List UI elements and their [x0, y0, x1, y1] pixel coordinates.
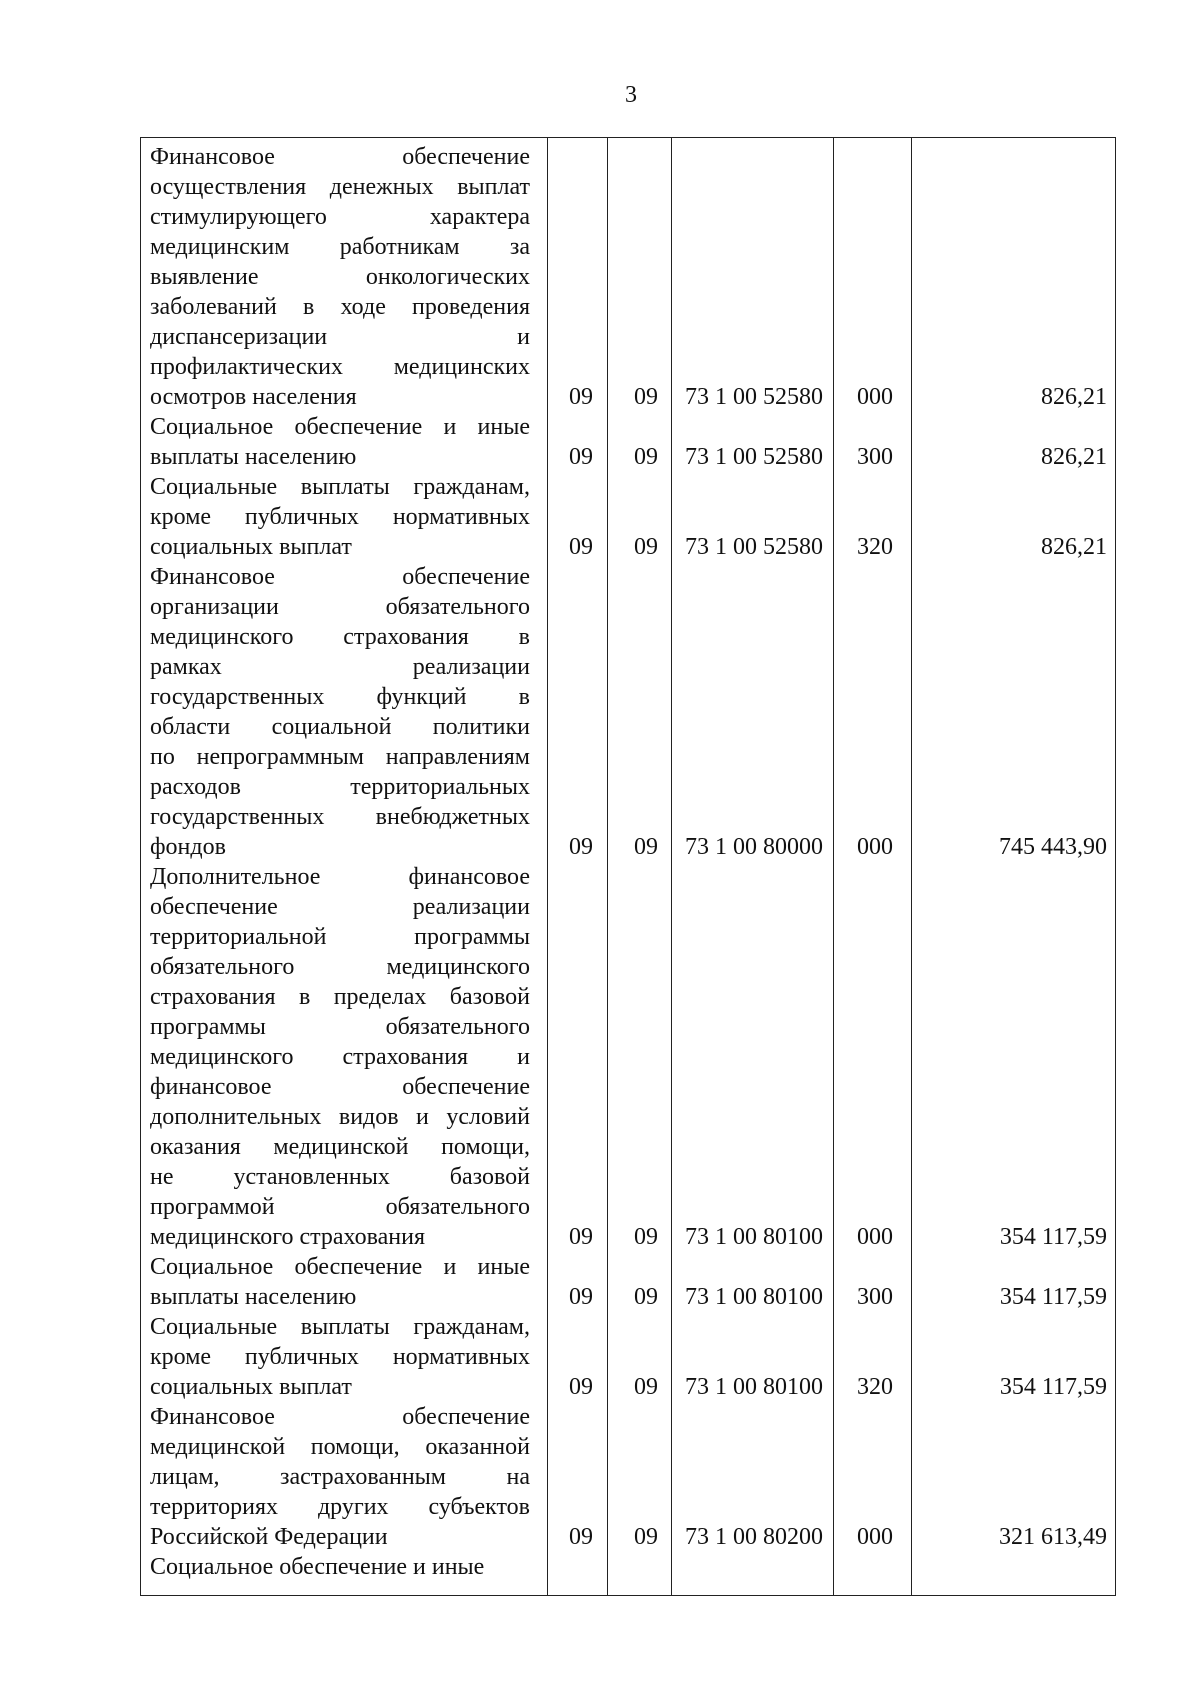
row-description-line: обязательного медицинского	[150, 954, 530, 980]
row-subsection-code: 09	[634, 1224, 658, 1250]
row-description-line: стимулирующего характера	[150, 204, 530, 230]
row-description-line: кроме публичных нормативных	[150, 1344, 530, 1370]
row-subsection-code: 09	[634, 384, 658, 410]
row-target-article: 73 1 00 80100	[685, 1374, 823, 1400]
row-description-line: лицам, застрахованным на	[150, 1464, 530, 1490]
row-description-line: дополнительных видов и условий	[150, 1104, 530, 1130]
row-expense-kind: 320	[857, 534, 893, 560]
row-target-article: 73 1 00 80100	[685, 1224, 823, 1250]
row-description-line: выявление онкологических	[150, 264, 530, 290]
row-section-code: 09	[569, 1524, 593, 1550]
row-expense-kind: 300	[857, 1284, 893, 1310]
row-section-code: 09	[569, 534, 593, 560]
row-description-line: территориях других субъектов	[150, 1494, 530, 1520]
row-subsection-code: 09	[634, 834, 658, 860]
row-description-line: медицинским работникам за	[150, 234, 530, 260]
column-divider-subsection	[671, 138, 672, 1595]
row-amount: 321 613,49	[999, 1524, 1107, 1550]
row-description-line: государственных функций в	[150, 684, 530, 710]
page-number: 3	[625, 82, 637, 108]
column-divider-target	[833, 138, 834, 1595]
row-description-line: заболеваний в ходе проведения	[150, 294, 530, 320]
row-description-line: организации обязательного	[150, 594, 530, 620]
row-description-line: медицинского страхования в	[150, 624, 530, 650]
row-description-line: осмотров населения	[150, 384, 357, 410]
column-divider-kind	[911, 138, 912, 1595]
row-description-line: Российской Федерации	[150, 1524, 388, 1550]
row-description-line: медицинской помощи, оказанной	[150, 1434, 530, 1460]
row-description-line: кроме публичных нормативных	[150, 504, 530, 530]
row-description-line: социальных выплат	[150, 534, 352, 560]
row-description-line: выплаты населению	[150, 1284, 357, 1310]
row-description-line: медицинского страхования	[150, 1224, 426, 1250]
row-description-line: рамках реализации	[150, 654, 530, 680]
row-description-line: социальных выплат	[150, 1374, 352, 1400]
row-target-article: 73 1 00 80100	[685, 1284, 823, 1310]
row-description-line: Финансовое обеспечение	[150, 564, 530, 590]
row-description-line: государственных внебюджетных	[150, 804, 530, 830]
column-divider-description	[547, 138, 548, 1595]
row-subsection-code: 09	[634, 1524, 658, 1550]
row-description-line: расходов территориальных	[150, 774, 530, 800]
row-section-code: 09	[569, 384, 593, 410]
row-description-line: Социальное обеспечение и иные	[150, 1554, 485, 1580]
row-description-line: фондов	[150, 834, 226, 860]
row-description-line: по непрограммным направлениям	[150, 744, 530, 770]
row-target-article: 73 1 00 52580	[685, 444, 823, 470]
row-expense-kind: 000	[857, 1224, 893, 1250]
row-target-article: 73 1 00 52580	[685, 384, 823, 410]
row-description-line: обеспечение реализации	[150, 894, 530, 920]
row-amount: 826,21	[1041, 384, 1107, 410]
row-description-line: не установленных базовой	[150, 1164, 530, 1190]
row-description-line: программой обязательного	[150, 1194, 530, 1220]
row-amount: 354 117,59	[999, 1224, 1107, 1250]
row-expense-kind: 320	[857, 1374, 893, 1400]
column-divider-section	[607, 138, 608, 1595]
row-section-code: 09	[569, 1224, 593, 1250]
row-description-line: Финансовое обеспечение	[150, 1404, 530, 1430]
row-description-line: области социальной политики	[150, 714, 530, 740]
row-description-line: диспансеризации и	[150, 324, 530, 350]
row-target-article: 73 1 00 80000	[685, 834, 823, 860]
row-section-code: 09	[569, 834, 593, 860]
row-section-code: 09	[569, 1284, 593, 1310]
row-expense-kind: 300	[857, 444, 893, 470]
row-amount: 826,21	[1041, 534, 1107, 560]
row-target-article: 73 1 00 52580	[685, 534, 823, 560]
row-expense-kind: 000	[857, 1524, 893, 1550]
row-description-line: территориальной программы	[150, 924, 530, 950]
row-subsection-code: 09	[634, 1374, 658, 1400]
row-description-line: медицинского страхования и	[150, 1044, 530, 1070]
row-amount: 354 117,59	[999, 1374, 1107, 1400]
row-description-line: Социальное обеспечение и иные	[150, 414, 530, 440]
row-subsection-code: 09	[634, 534, 658, 560]
row-description-line: Социальные выплаты гражданам,	[150, 1314, 530, 1340]
row-description-line: Финансовое обеспечение	[150, 144, 530, 170]
budget-table	[140, 137, 1116, 1596]
row-amount: 745 443,90	[999, 834, 1107, 860]
row-amount: 354 117,59	[999, 1284, 1107, 1310]
row-section-code: 09	[569, 444, 593, 470]
row-expense-kind: 000	[857, 384, 893, 410]
row-description-line: программы обязательного	[150, 1014, 530, 1040]
row-description-line: осуществления денежных выплат	[150, 174, 530, 200]
row-description-line: оказания медицинской помощи,	[150, 1134, 530, 1160]
row-description-line: Социальное обеспечение и иные	[150, 1254, 530, 1280]
row-description-line: Социальные выплаты гражданам,	[150, 474, 530, 500]
row-section-code: 09	[569, 1374, 593, 1400]
row-description-line: Дополнительное финансовое	[150, 864, 530, 890]
row-target-article: 73 1 00 80200	[685, 1524, 823, 1550]
row-description-line: финансовое обеспечение	[150, 1074, 530, 1100]
row-expense-kind: 000	[857, 834, 893, 860]
row-description-line: выплаты населению	[150, 444, 357, 470]
row-amount: 826,21	[1041, 444, 1107, 470]
row-description-line: профилактических медицинских	[150, 354, 530, 380]
row-subsection-code: 09	[634, 444, 658, 470]
row-subsection-code: 09	[634, 1284, 658, 1310]
row-description-line: страхования в пределах базовой	[150, 984, 530, 1010]
